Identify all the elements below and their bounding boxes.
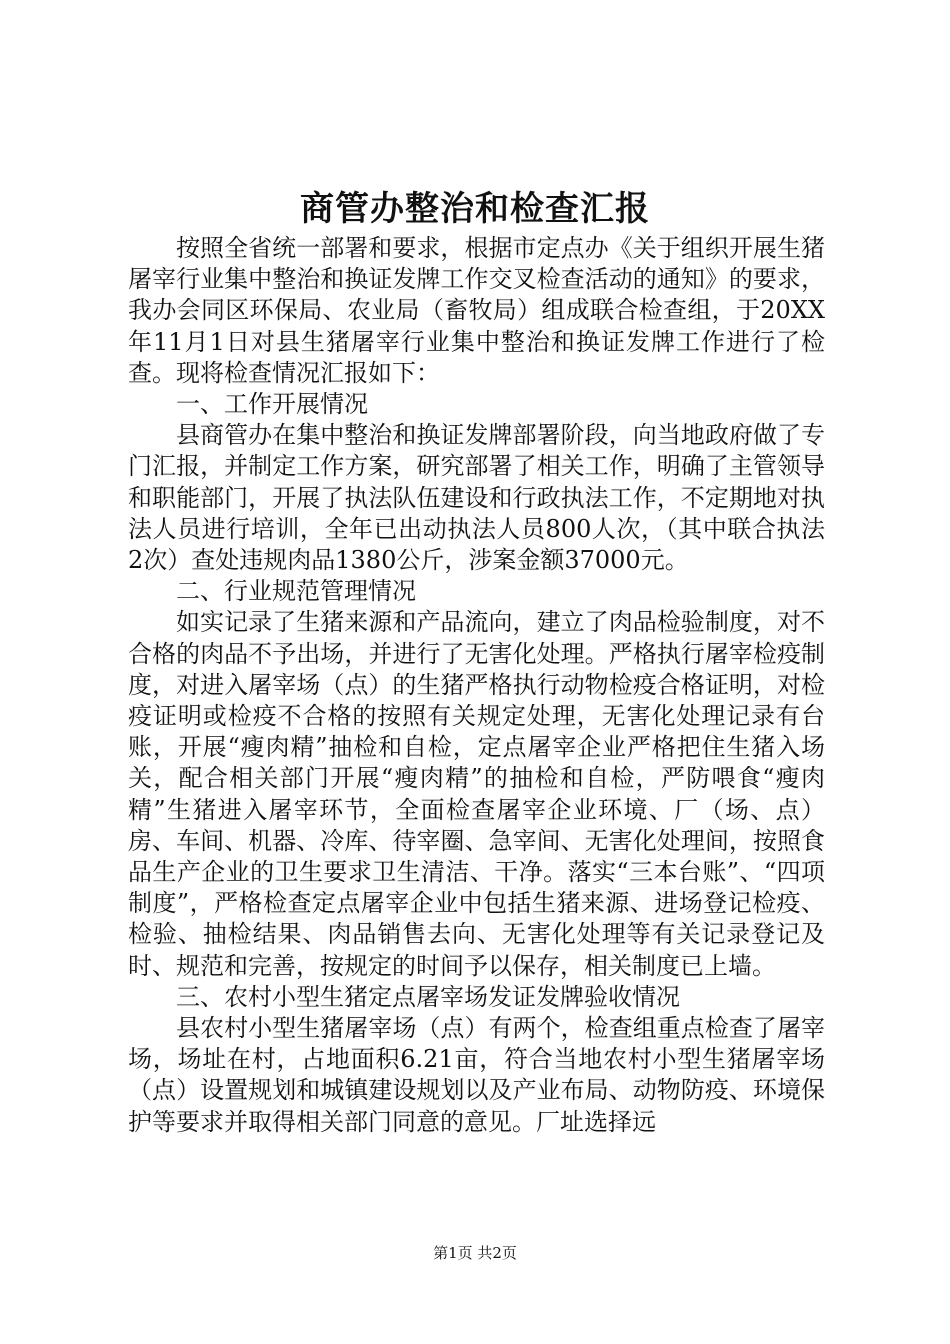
document-body bbox=[128, 233, 825, 1138]
section-heading-2: 二、行业规范管理情况 bbox=[176, 577, 416, 606]
document-title: 商管办整治和检查汇报 bbox=[300, 189, 650, 229]
paragraph-industry-management: 如实记录了生猪来源和产品流向，建立了肉品检验制度，对不合格的肉品不予出场，并进行了无害化处理。严格执行屠宰检疫制度，对进入屠宰场（点）的生猪严格执行动物检疫合格证明，对检疫证明或检疫不合格的按照有关规定处理，无害化处理记录有台账，开展“瘦肉精”抽检和自检，定点屠宰企业严格把住生猪入场关，配合相关部门开展“瘦肉精”的抽检和自检，严防喂食“瘦肉精”生猪进入屠宰环节，全面检查屠宰企业环境、厂（场、点）房、车间、机器、冷库、待宰圈、急宰间、无害化处理间，按照食品生产企业的卫生要求卫生清洁、干净。落实“三本台账”、“四项制度”，严格检查定点屠宰企业中包括生猪来源、进场登记检疫、检验、抽检结果、肉品销售去向、无害化处理等有关记录登记及时、规范和完善，按规定的时间予以保存，相关制度已上墙。 bbox=[128, 608, 825, 980]
page-footer: 第1页 共2页 bbox=[433, 1244, 517, 1262]
paragraph-rural-slaughterhouse: 县农村小型生猪屠宰场（点）有两个，检查组重点检查了屠宰场，场址在村，占地面积6.21亩，符合当地农村小型生猪屠宰场（点）设置规划和城镇建设规划以及产业布局、动物防疫、环境保护等要求并取得相关部门同意的意见。厂址选择远 bbox=[128, 1014, 825, 1136]
paragraph-intro: 按照全省统一部署和要求，根据市定点办《关于组织开展生猪屠宰行业集中整治和换证发牌工作交叉检查活动的通知》的要求，我办会同区环保局、农业局（畜牧局）组成联合检查组，于20XX年11月1日对县生猪屠宰行业集中整治和换证发牌工作进行了检查。现将检查情况汇报如下： bbox=[128, 234, 825, 387]
section-heading-1: 一、工作开展情况 bbox=[176, 390, 368, 419]
paragraph-work-status: 县商管办在集中整治和换证发牌部署阶段，向当地政府做了专门汇报，并制定工作方案，研究部署了相关工作，明确了主管领导和职能部门，开展了执法队伍建设和行政执法工作，不定期地对执法人员进行培训，全年已出动执法人员800人次，（其中联合执法2次）查处违规肉品1380公斤，涉案金额37000元。 bbox=[128, 421, 825, 575]
section-heading-3: 三、农村小型生猪定点屠宰场发证发牌验收情况 bbox=[176, 982, 680, 1011]
